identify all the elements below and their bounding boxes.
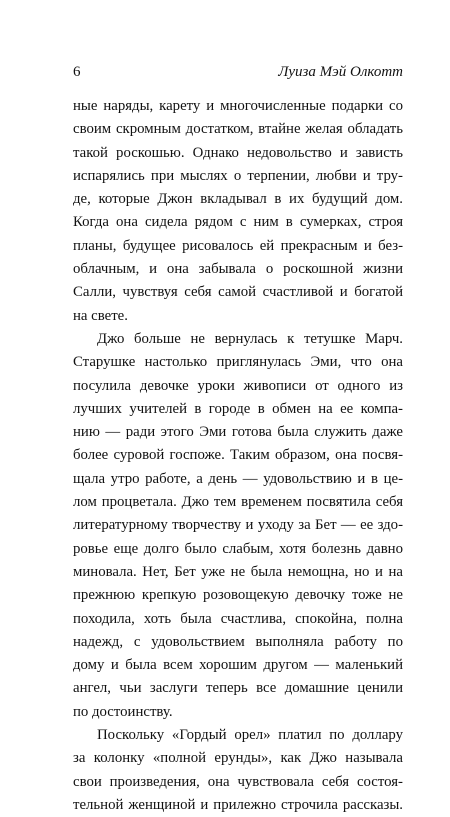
paragraph <box>73 95 403 328</box>
text-line: такой роскошью. Однако недовольство и зависть <box>73 144 403 161</box>
text-line: на свете. <box>73 307 128 324</box>
running-title: Луиза Мэй Олкотт <box>278 64 403 80</box>
text-line: походила, хоть была счастлива, спокойна, полна <box>73 610 403 627</box>
page-number: 6 <box>73 64 81 80</box>
text-line: Салли, чувствуя себя самой счастливой и богатой <box>73 284 403 301</box>
text-line: по достоинству. <box>73 703 173 720</box>
text-line: ные наряды, карету и многочисленные подарки со <box>73 98 403 114</box>
text-line: за колонку «полной ерунды», как Джо называла <box>73 750 403 767</box>
text-line: надежд, с удовольствием выполняла работу по <box>73 633 403 650</box>
text-line: прежнюю крепкую розовощекую девочку тоже не <box>73 587 403 604</box>
text-line: лом процветала. Джо тем временем посвятила себя <box>73 494 403 511</box>
text-line: облачным, и она забывала о роскошной жизни <box>73 261 403 278</box>
text-line: свои произведения, она чувствовала себя состоя- <box>73 773 403 790</box>
text-line: миновала. Нет, Бет уже не была немощна, но и на <box>73 563 403 580</box>
text-line: Поскольку «Гордый орел» платил по доллару <box>97 727 403 744</box>
text-line: лучших учителей в городе в обмен на ее компа- <box>73 400 403 417</box>
text-line: испарялись при мыслях о терпении, любви и тру- <box>73 167 403 184</box>
text-line: Когда она сидела рядом с ним в сумерках, строя <box>73 214 403 231</box>
text-line: планы, будущее рисовалось ей прекрасным и без- <box>73 237 403 254</box>
text-line: тельной женщиной и прилежно строчила рассказы. <box>73 796 403 813</box>
text-line: де, которые Джон вкладывал в их будущий дом. <box>73 191 403 208</box>
page-header <box>73 64 403 84</box>
text-line: Джо больше не вернулась к тетушке Марч. <box>97 330 403 347</box>
text-line: щала утро работе, а день — удовольствию и в це- <box>73 470 403 487</box>
body-text <box>73 95 403 817</box>
text-line: литературному творчеству и уходу за Бет — ее здо- <box>73 517 403 534</box>
text-line: ангел, чьи заслуги теперь все домашние ценили <box>73 680 403 697</box>
text-line: посулила девочке уроки живописи от одного из <box>73 377 403 394</box>
text-line: своим скромным достатком, втайне желая обладать <box>73 121 403 138</box>
paragraph <box>73 724 403 817</box>
text-line: нию — ради этого Эми готова была служить даже <box>73 424 403 441</box>
text-line: более суровой госпоже. Таким образом, она посвя- <box>73 447 403 464</box>
text-line: Старушке настолько приглянулась Эми, что она <box>73 354 403 371</box>
paragraph <box>73 328 403 724</box>
text-line: дому и была всем хорошим другом — маленький <box>73 657 403 674</box>
text-line: ровье еще долго было слабым, хотя болезнь давно <box>73 540 403 557</box>
